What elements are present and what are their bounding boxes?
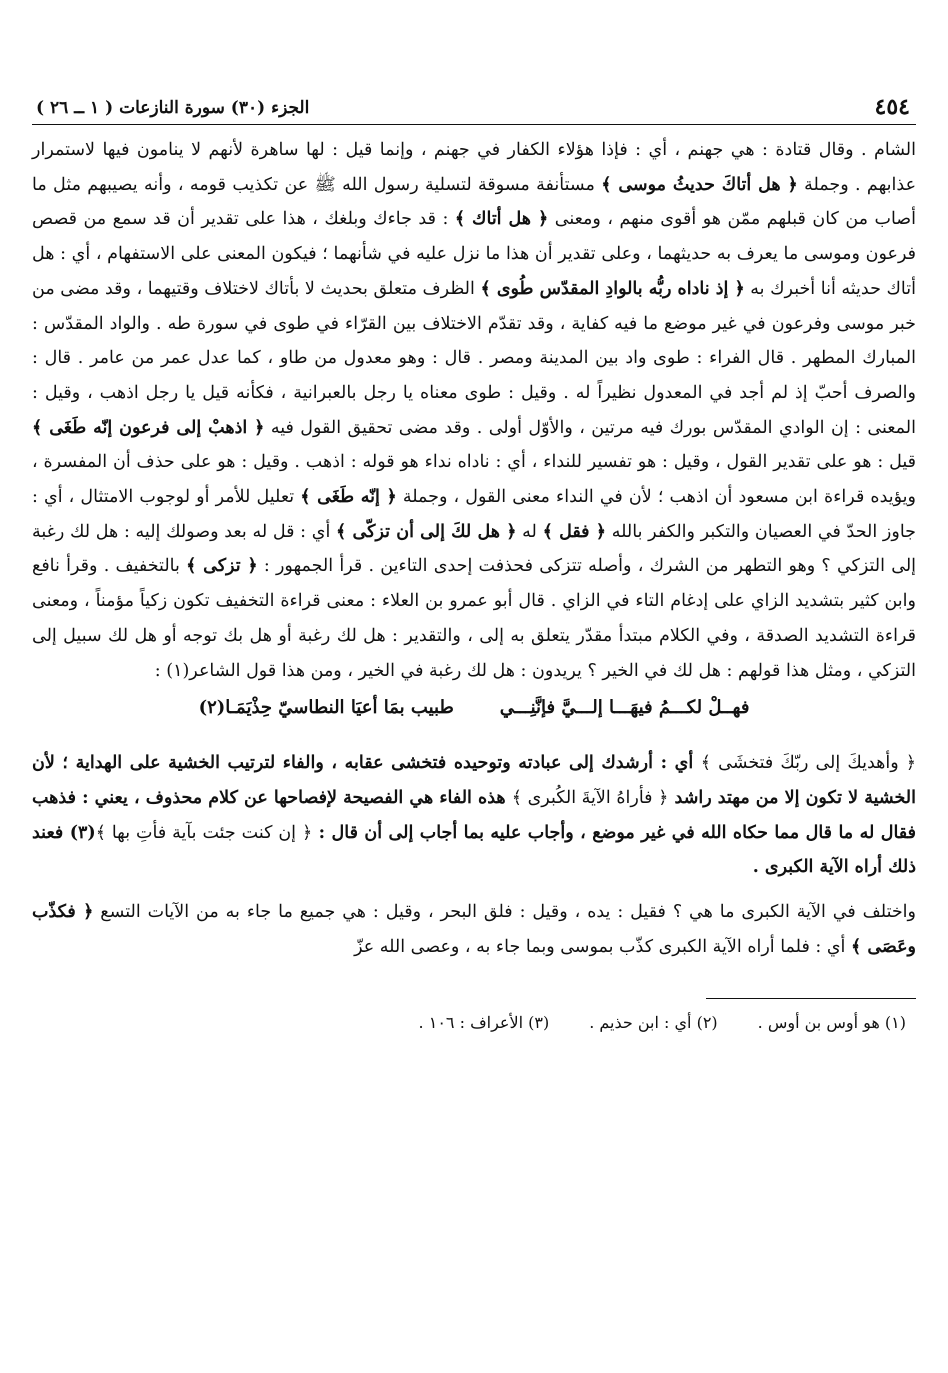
footnote-2: (٢) أي : ابن حذيم . <box>589 1013 718 1033</box>
paragraph-1 <box>32 133 916 688</box>
quran-quote: هذه الفاء هي الفصيحة لإفصاحها عن كلام محذوف ، يعني : فذهب فقال له ما قال مما حكاه الله في غير موضع ، وأجاب عليه بما أجاب إلى أن قال : <box>32 787 916 843</box>
paragraph-2 <box>32 746 916 885</box>
footnotes <box>32 1013 916 1032</box>
commentary-text: : قد جاءك وبلغك ، هذا على تقدير أن قد سمع من قصص فرعون وموسى ما يعرف به حديثهما ، وعلى تقدير أن هذا ما نزل عليه في شأنهما ؛ فيكون المعنى على الاستفهام ، أي : هل أتاك حديثه أنا أخبرك به <box>32 209 916 299</box>
quran-quote: ﴿ إذ ناداه ربُّه بالوادِ المقدّس طُوى ﴾ <box>480 278 745 299</box>
footnote-1: (١) هو أوس بن أوس . <box>757 1013 906 1033</box>
commentary-text: له <box>516 521 543 542</box>
running-header <box>32 90 916 124</box>
commentary-text: قيل : هو على تقدير القول ، وقيل : هو تفسير للنداء ، أي : ناداه نداء هو قوله : اذهب . وقيل : هو على حذف أن المفسرة ، ويؤيده قراءة ابن مسعود أن اذهب ؛ لأن في النداء معنى القول ، وجملة <box>32 452 916 508</box>
quran-quote: أي : أرشدك إلى عبادته وتوحيده فتخشى عقابه ، والفاء لترتيب الخشية على الهداية ؛ لأن الخشية لا تكون إلا من مهتد راشد <box>32 753 916 808</box>
commentary-text: بالتخفيف . وقرأ نافع وابن كثير بتشديد الزاي على إدغام التاء في الزاي . قال أبو عمرو بن العلاء : معنى قراءة التخفيف تكون زكياً مؤمناً ، ومعنى قراءة التشديد الصدقة ، وفي الكلام مبتدأ مقدّر يتعلق به إلى ، والتقدير : هل لك رغبة أو هل بك توجه أو هل لك سبيل إلى التزكي ، ومثل هذا قولهم : هل لك في الخير ؟ يريدون : هل لك رغبة في الخير ، ومن هذا قول الشاعر(١) : <box>32 556 916 681</box>
quran-quote: ﴿ اذهبْ إلى فرعون إنّه طَغَى ﴾ <box>32 417 265 438</box>
verse-second-hemistich: طبيب بمَا أعيَا النطاسيّ حِذْيَمَـا(٢) <box>198 697 454 719</box>
quran-quote: ﴿ فقل ﴾ <box>542 521 607 542</box>
quran-quote: ﴿ فكذّب وعَصَى ﴾ <box>32 902 916 957</box>
quran-quote: ﴿ هل أتاك ﴾ <box>454 209 549 230</box>
header-rule <box>32 124 916 125</box>
commentary-text: واختلف في الآية الكبرى ما هي ؟ فقيل : يده ، وقيل : فلق البحر ، وقيل : هي جميع ما جاء به من الآيات التسع <box>93 902 916 923</box>
page-number: ٤٥٤ <box>874 94 910 120</box>
commentary-text: الظرف متعلق بحديث لا بأتاك لاختلاف وقتيهما ، وقد مضى من خبر موسى وفرعون في غير موضع ما فيه كفاية ، وقد تقدّم الاختلاف بين القرّاء في طوى في سورة طه . والواد المقدّس : المبارك المطهر . قال الفراء : طوى واد بين المدينة ومصر . قال : وهو معدول من طاو ، كما عدل عمر من عامر . قال : والصرف أحبّ إذ لم أجد في المعدول نظيراً له . وقيل : طوى معناه يا رجل بالعبرانية ، فكأنه قيل يا رجل اذهب ، وقيل : المعنى : إن الوادي المقدّس بورك فيه مرتين ، والأوّل أولى . وقد مضى تحقيق القول فيه <box>32 278 916 438</box>
body-text <box>32 133 916 964</box>
verse-first-hemistich: فهــلْ لكـــمُ فيهَـــا إلـــيَّ فإنَّنِـــي <box>499 697 750 719</box>
quran-quote: ﴿ هل لكَ إلى أن تزكّى ﴾ <box>336 521 517 542</box>
commentary-text: ﴿ إن كنت جئت بآية فأتِ بها ﴾ <box>95 822 313 843</box>
commentary-text: أي : فلما أراه الآية الكبرى كذّب بموسى وبما جاء به ، وعصى الله عزّ <box>354 936 851 957</box>
commentary-text: أي : قل له بعد وصولك إليه : هل لك رغبة إلى التزكي ؟ وهو التطهر من الشرك ، وأصله تتزكى فحذفت إحدى التاءين . قرأ الجمهور : <box>32 521 917 577</box>
commentary-text: ﴿ فأراهُ الآيةَ الكُبرى ﴾ <box>511 787 669 808</box>
footnote-3: (٣) الأعراف : ١٠٦ . <box>418 1013 550 1033</box>
commentary-text: مستأنفة مسوقة لتسلية رسول الله ﷺ عن تكذيب قومه ، وأنه يصيبهم مثل ما أصاب من كان قبلهم ممّن هو أقوى منهم ، ومعنى <box>32 174 917 230</box>
poetry-verse <box>32 688 916 728</box>
commentary-text: الشام . وقال قتادة : هي جهنم ، أي : فإذا هؤلاء الكفار في جهنم ، وإنما قيل : لها ساهرة لأنهم لا ينامون فيها لاستمرار عذابهم . وجملة <box>32 140 917 195</box>
footnote-rule <box>706 998 916 999</box>
quran-quote: (٣) فعند ذلك أراه الآية الكبرى . <box>32 822 916 878</box>
commentary-text: تعليل للأمر أو لوجوب الامتثال ، أي : جاوز الحدّ في العصيان والتكبر والكفر بالله <box>32 487 916 542</box>
quran-quote: ﴿ إنّه طَغَى ﴾ <box>300 487 397 508</box>
quran-quote: ﴿ هل أتاكَ حديثُ موسى ﴾ <box>601 174 798 195</box>
page <box>32 90 916 1032</box>
quran-quote: ﴿ تزكى ﴾ <box>186 556 258 577</box>
commentary-text: ﴿ وأهديكَ إلى ربّكَ فتخشَى ﴾ <box>700 753 916 774</box>
running-title: الجزء (٣٠) سورة النازعات ( ١ ــ ٢٦ ) <box>36 98 310 118</box>
paragraph-3 <box>32 895 916 964</box>
